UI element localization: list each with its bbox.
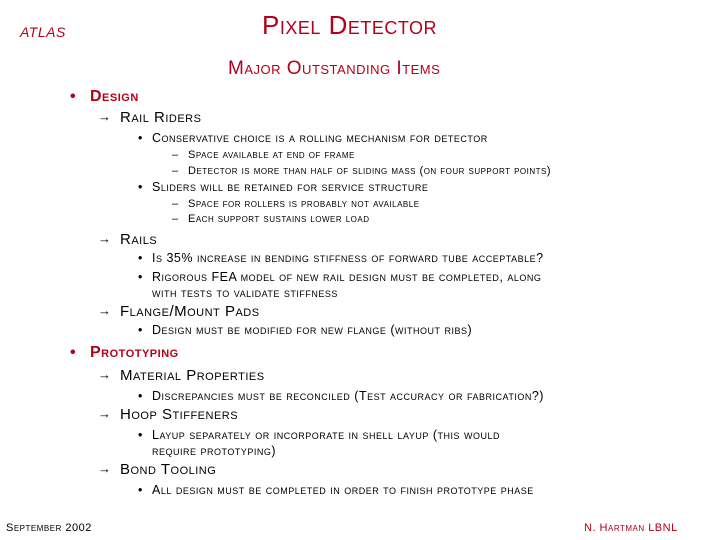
- bullet-icon: •: [138, 428, 143, 442]
- subpoint: [172, 149, 355, 161]
- topic-label: Flange/Mount Pads: [120, 303, 260, 320]
- topic-bond-tooling: [98, 461, 217, 478]
- dash-icon: –: [172, 149, 179, 161]
- topic-label: Rails: [120, 231, 158, 248]
- topic-material-properties: [98, 367, 265, 384]
- topic-hoop-stiffeners: [98, 406, 239, 423]
- subpoint-text: Detector is more than half of sliding mass (on four support points): [188, 165, 552, 177]
- point-text: All design must be completed in order to finish prototype phase: [152, 483, 534, 497]
- point: [138, 428, 500, 442]
- section-prototyping: [70, 344, 179, 362]
- bullet-icon: •: [138, 251, 143, 265]
- slide-title: Pixel Detector: [262, 10, 438, 40]
- bullet-icon: •: [138, 323, 143, 337]
- section-label: Prototyping: [90, 344, 179, 361]
- subpoint: [172, 198, 420, 210]
- arrow-icon: →: [98, 231, 112, 246]
- topic-label: Hoop Stiffeners: [120, 406, 239, 423]
- point: [138, 131, 488, 145]
- arrow-icon: →: [98, 367, 112, 382]
- arrow-icon: →: [98, 461, 112, 476]
- point: [138, 270, 542, 284]
- bullet-icon: •: [138, 483, 143, 497]
- point-continuation: with tests to validate stiffness: [152, 286, 338, 300]
- subpoint-text: Space for rollers is probably not available: [188, 198, 420, 210]
- arrow-icon: →: [98, 406, 112, 421]
- point-text: Discrepancies must be reconciled (Test accuracy or fabrication?): [152, 389, 544, 403]
- footer-date: September 2002: [6, 522, 92, 534]
- subpoint: [172, 165, 552, 177]
- point: [138, 389, 544, 403]
- point-text: Conservative choice is a rolling mechanism for detector: [152, 131, 488, 145]
- point-text: Layup separately or incorporate in shell layup (this would: [152, 428, 500, 442]
- bullet-icon: •: [138, 389, 143, 403]
- subpoint: [172, 213, 370, 225]
- footer-author: N. Hartman LBNL: [584, 522, 678, 534]
- topic-flange-mount-pads: [98, 303, 260, 320]
- bullet-icon: •: [70, 344, 77, 361]
- arrow-icon: →: [98, 303, 112, 318]
- section-design: [70, 88, 139, 106]
- point-text: Is 35% increase in bending stiffness of forward tube acceptable?: [152, 251, 544, 265]
- point-text: Design must be modified for new flange (without ribs): [152, 323, 473, 337]
- point-text: Sliders will be retained for service structure: [152, 180, 429, 194]
- bullet-icon: •: [138, 131, 143, 145]
- point: [138, 251, 544, 265]
- point: [138, 180, 429, 194]
- subpoint-text: Each support sustains lower load: [188, 213, 370, 225]
- point: [138, 483, 534, 497]
- dash-icon: –: [172, 213, 179, 225]
- point-continuation: require prototyping): [152, 444, 276, 458]
- bullet-icon: •: [138, 180, 143, 194]
- point: [138, 323, 473, 337]
- dash-icon: –: [172, 198, 179, 210]
- atlas-logo-text: ATLAS: [20, 24, 66, 40]
- topic-label: Bond Tooling: [120, 461, 217, 478]
- slide-subtitle: Major Outstanding Items: [228, 58, 441, 79]
- point-text: Rigorous FEA model of new rail design must be completed, along: [152, 270, 542, 284]
- topic-rails: [98, 231, 158, 248]
- topic-label: Material Properties: [120, 367, 265, 384]
- subpoint-text: Space available at end of frame: [188, 149, 355, 161]
- topic-rail-riders: [98, 109, 202, 126]
- topic-label: Rail Riders: [120, 109, 202, 126]
- dash-icon: –: [172, 165, 179, 177]
- bullet-icon: •: [138, 270, 143, 284]
- bullet-icon: •: [70, 88, 77, 105]
- section-label: Design: [90, 88, 139, 105]
- arrow-icon: →: [98, 109, 112, 124]
